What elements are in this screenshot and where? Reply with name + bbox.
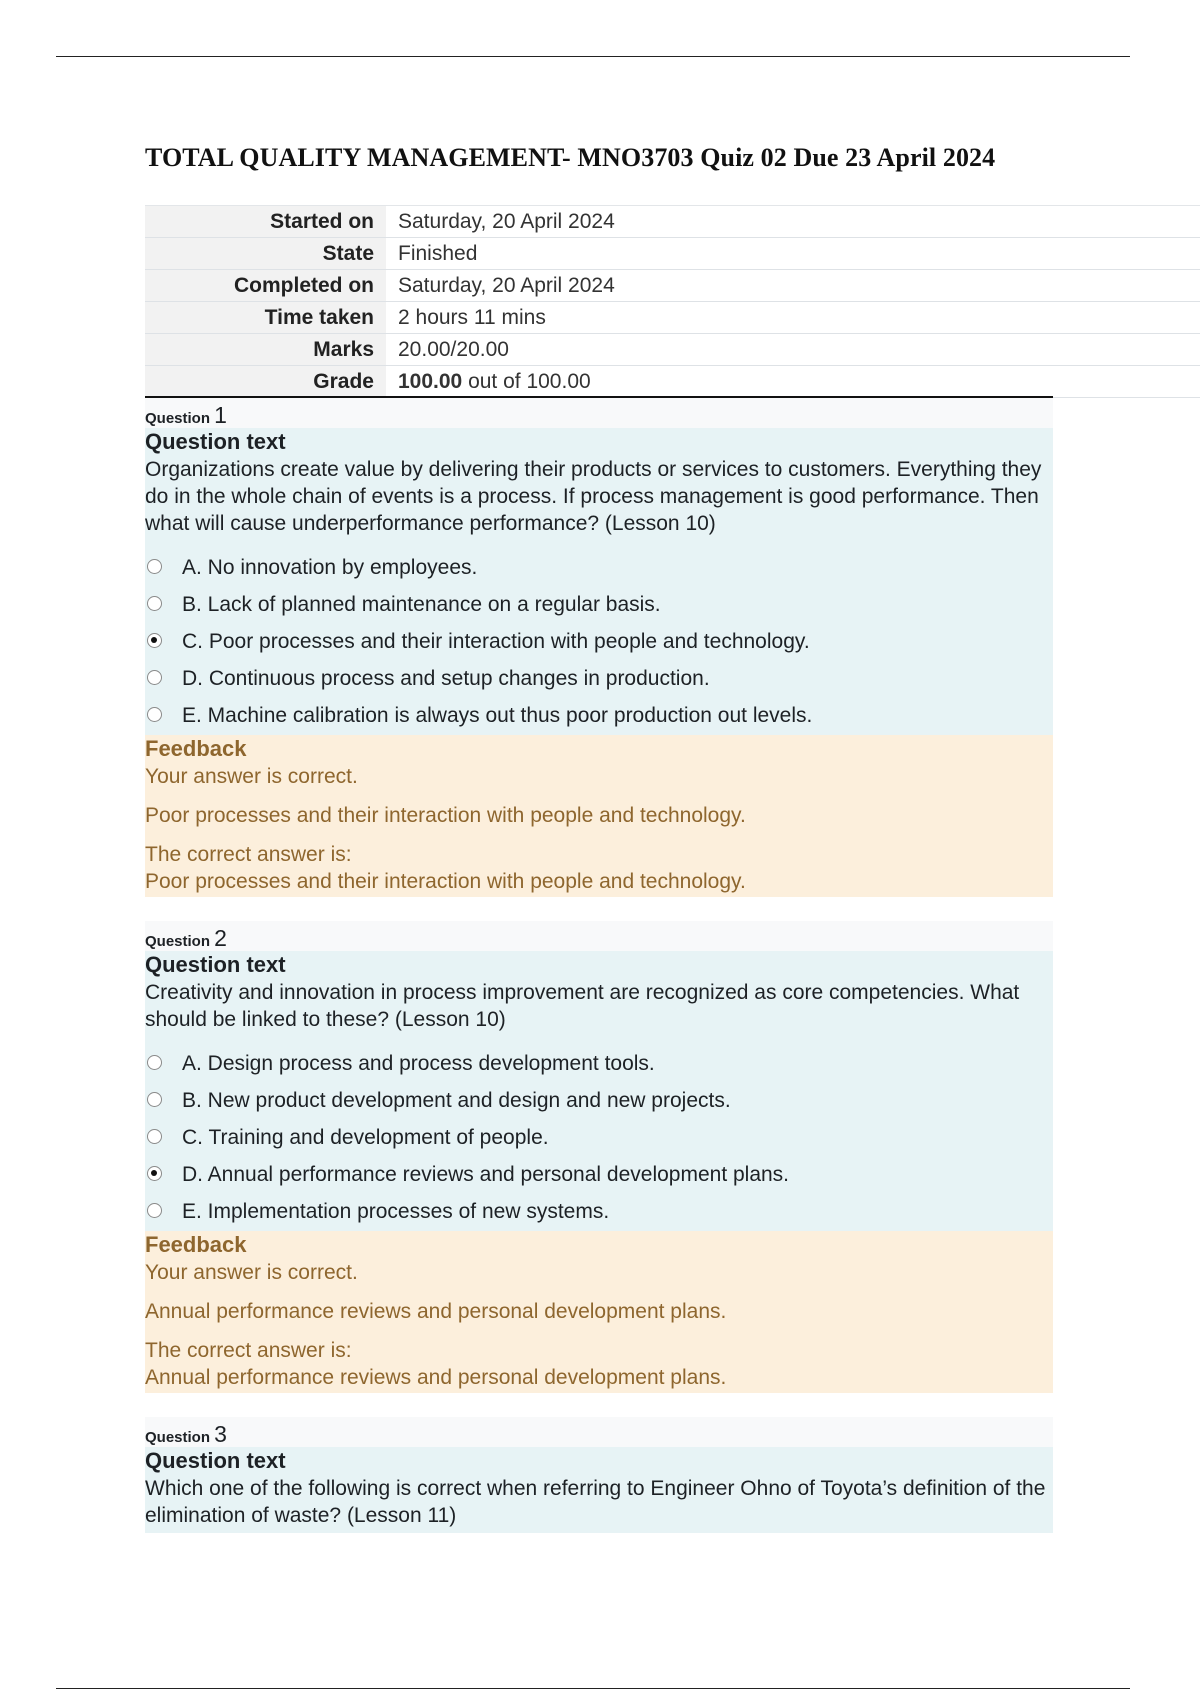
summary-value	[386, 366, 1200, 398]
radio-icon[interactable]	[147, 1055, 162, 1070]
feedback-panel	[145, 1231, 1053, 1393]
summary-value: 20.00/20.00	[386, 334, 1200, 366]
answer-option-a[interactable]	[145, 553, 1053, 590]
radio-icon[interactable]	[147, 559, 162, 574]
question-number: 1	[214, 402, 227, 428]
question-header	[145, 398, 1053, 428]
bottom-rule	[56, 1688, 1130, 1689]
answer-option-d[interactable]	[145, 664, 1053, 701]
summary-value: Saturday, 20 April 2024	[386, 206, 1200, 238]
radio-selected-icon[interactable]	[147, 1166, 162, 1181]
summary-value: Saturday, 20 April 2024	[386, 270, 1200, 302]
summary-row-started	[145, 206, 1200, 238]
answer-option-c[interactable]	[145, 1123, 1053, 1160]
summary-row-marks	[145, 334, 1200, 366]
answer-option-e[interactable]	[145, 701, 1053, 731]
question-prefix: Question	[145, 933, 215, 950]
summary-row-state	[145, 238, 1200, 270]
question-2	[145, 921, 1053, 1393]
radio-icon[interactable]	[147, 670, 162, 685]
summary-value: Finished	[386, 238, 1200, 270]
radio-icon[interactable]	[147, 596, 162, 611]
answer-label: D. Continuous process and setup changes in production.	[182, 667, 710, 690]
answer-option-b[interactable]	[145, 590, 1053, 627]
question-text: Which one of the following is correct when referring to Engineer Ohno of Toyota’s definition of the elimination of waste? (Lesson 11)	[145, 1477, 1046, 1527]
feedback-heading: Feedback	[145, 1232, 247, 1257]
answer-option-b[interactable]	[145, 1086, 1053, 1123]
answer-option-e[interactable]	[145, 1197, 1053, 1227]
feedback-explanation: Annual performance reviews and personal development plans.	[145, 1300, 727, 1323]
question-text-heading: Question text	[145, 952, 286, 977]
question-formulation	[145, 1447, 1053, 1533]
question-text-heading: Question text	[145, 429, 286, 454]
grade-score: 100.00	[398, 370, 463, 393]
summary-label: Started on	[145, 206, 386, 238]
summary-label: Grade	[145, 366, 386, 398]
radio-selected-icon[interactable]	[147, 633, 162, 648]
summary-value: 2 hours 11 mins	[386, 302, 1200, 334]
question-3	[145, 1417, 1053, 1533]
answer-options	[145, 553, 1053, 731]
question-number: 3	[214, 1421, 227, 1447]
question-prefix: Question	[145, 1429, 215, 1446]
answer-label: A. Design process and process development tools.	[182, 1052, 655, 1075]
summary-label: Time taken	[145, 302, 386, 334]
question-text-heading: Question text	[145, 1448, 286, 1473]
radio-icon[interactable]	[147, 1129, 162, 1144]
feedback-heading: Feedback	[145, 736, 247, 761]
radio-icon[interactable]	[147, 1092, 162, 1107]
answer-label: C. Training and development of people.	[182, 1126, 549, 1149]
answer-option-d[interactable]	[145, 1160, 1053, 1197]
question-prefix: Question	[145, 410, 215, 427]
question-formulation	[145, 428, 1053, 735]
correct-answer-label: The correct answer is:	[145, 1339, 352, 1362]
question-text: Organizations create value by delivering their products or services to customers. Everything they do in the whole chain of events is a process. If process management is good performance. Then what will cause underperformance performance? (Lesson 10)	[145, 458, 1042, 535]
summary-label: Completed on	[145, 270, 386, 302]
summary-row-grade	[145, 366, 1200, 398]
answer-label: B. New product development and design and new projects.	[182, 1089, 731, 1112]
answer-options	[145, 1049, 1053, 1227]
answer-label: E. Machine calibration is always out thus poor production out levels.	[182, 704, 813, 727]
question-text: Creativity and innovation in process improvement are recognized as core competencies. What should be linked to these? (Lesson 10)	[145, 981, 1020, 1031]
feedback-status: Your answer is correct.	[145, 1261, 358, 1284]
summary-label: State	[145, 238, 386, 270]
answer-label: D. Annual performance reviews and personal development plans.	[182, 1163, 790, 1186]
answer-label: C. Poor processes and their interaction with people and technology.	[182, 630, 810, 653]
answer-option-c[interactable]	[145, 627, 1053, 664]
question-header	[145, 1417, 1053, 1447]
feedback-panel	[145, 735, 1053, 897]
correct-answer-text: Annual performance reviews and personal development plans.	[145, 1366, 727, 1389]
radio-icon[interactable]	[147, 707, 162, 722]
question-1	[145, 398, 1053, 897]
attempt-summary-table	[145, 205, 1200, 398]
answer-label: E. Implementation processes of new systems.	[182, 1200, 610, 1223]
correct-answer-label: The correct answer is:	[145, 843, 352, 866]
summary-row-time-taken	[145, 302, 1200, 334]
document-title: TOTAL QUALITY MANAGEMENT- MNO3703 Quiz 02 Due 23 April 2024	[145, 143, 996, 172]
radio-icon[interactable]	[147, 1203, 162, 1218]
summary-row-completed	[145, 270, 1200, 302]
correct-answer-text: Poor processes and their interaction with people and technology.	[145, 870, 746, 893]
grade-out-of: out of 100.00	[462, 370, 591, 393]
answer-option-a[interactable]	[145, 1049, 1053, 1086]
summary-label: Marks	[145, 334, 386, 366]
feedback-explanation: Poor processes and their interaction with people and technology.	[145, 804, 746, 827]
question-formulation	[145, 951, 1053, 1231]
top-rule	[56, 56, 1130, 57]
feedback-status: Your answer is correct.	[145, 765, 358, 788]
question-header	[145, 921, 1053, 951]
question-number: 2	[214, 925, 227, 951]
answer-label: A. No innovation by employees.	[182, 556, 478, 579]
answer-label: B. Lack of planned maintenance on a regular basis.	[182, 593, 661, 616]
